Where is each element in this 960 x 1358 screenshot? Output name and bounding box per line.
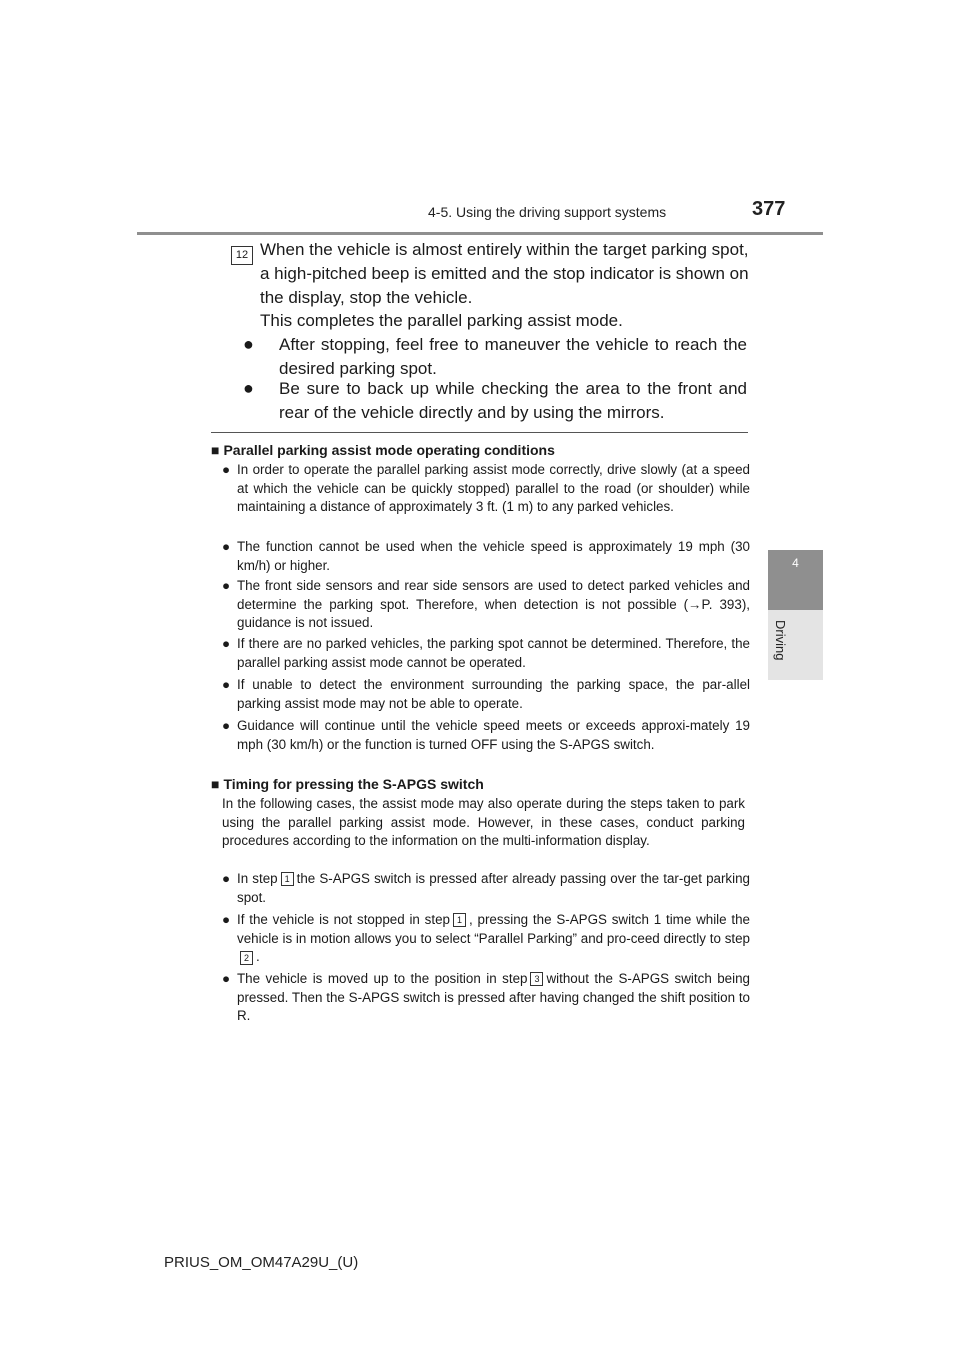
- bullet-dot-icon: ●: [222, 462, 231, 477]
- note-bullet: ● The vehicle is moved up to the position in step 3 without the S-APGS switch being pressed. Then the S-APGS switch is pressed after having changed the shift position to R.: [222, 971, 751, 1024]
- bullet-dot-icon: ●: [243, 334, 254, 354]
- bullet-dot-icon: ●: [243, 378, 254, 398]
- step-number-badge: 12: [231, 246, 253, 265]
- note-bullet: ● If unable to detect the environment surrounding the parking space, the par-allel parking assist mode may not be able to operate.: [222, 677, 750, 711]
- step-ref-badge: 3: [530, 972, 543, 986]
- bullet-dot-icon: ●: [222, 871, 231, 886]
- section-divider: [211, 432, 748, 433]
- step-text: [260, 238, 750, 333]
- header-rule: [137, 232, 823, 235]
- bullet-dot-icon: ●: [222, 539, 231, 554]
- page-footer: PRIUS_OM_OM47A29U_(U): [164, 1254, 359, 1271]
- intro-paragraph: In the following cases, the assist mode may also operate during the steps taken to park using the parallel parking assist mode. However, in these cases, conduct parking procedures according to the information on the multi-information display.: [222, 796, 745, 849]
- side-tab-number: 4: [792, 556, 799, 570]
- note-bullet: ● The front side sensors and rear side sensors are used to detect parked vehicles and determine the parking spot. Therefore, when detection is not possible (→P. 393), guidance is not issued.: [222, 578, 750, 631]
- bullet-dot-icon: ●: [222, 971, 231, 986]
- bullet-dot-icon: ●: [222, 636, 231, 651]
- bullet-dot-icon: ●: [222, 718, 231, 733]
- step-ref-badge: 1: [453, 913, 466, 927]
- step-line: This completes the parallel parking assist mode.: [260, 311, 623, 331]
- step-line: a high-pitched beep is emitted and the stop indicator is shown on: [260, 263, 749, 283]
- section-heading: ■ Parallel parking assist mode operating conditions: [211, 442, 555, 458]
- side-tab-label-wrap: [774, 620, 790, 674]
- step-line: When the vehicle is almost entirely within the target parking spot,: [260, 240, 749, 259]
- section-heading: ■ Timing for pressing the S-APGS switch: [211, 776, 484, 792]
- step-bullet: ● After stopping, feel free to maneuver the vehicle to reach the desired parking spot.: [243, 334, 747, 378]
- note-bullet: ● If the vehicle is not stopped in step 1 , pressing the S-APGS switch 1 time while the vehicle is in motion allows you to select “Parallel Parking” and pro-ceed directly to step2 .: [222, 912, 751, 965]
- bullet-dot-icon: ●: [222, 677, 231, 692]
- step-ref-badge: 1: [281, 872, 294, 886]
- bullet-dot-icon: ●: [222, 578, 231, 593]
- square-bullet-icon: ■: [211, 776, 220, 792]
- step-ref-badge: 2: [240, 951, 253, 965]
- page-number: 377: [752, 198, 786, 220]
- note-bullet: ● The function cannot be used when the vehicle speed is approximately 19 mph (30 km/h) or higher.: [222, 539, 750, 573]
- note-bullet: ● If there are no parked vehicles, the parking spot cannot be determined. Therefore, the parallel parking assist mode cannot be operated.: [222, 636, 750, 670]
- bullet-dot-icon: ●: [222, 912, 231, 927]
- section-title: 4-5. Using the driving support systems: [428, 204, 667, 220]
- step-line: the display, stop the vehicle.: [260, 287, 473, 307]
- step-bullet: ● Be sure to back up while checking the area to the front and rear of the vehicle directly and by using the mirrors.: [243, 378, 747, 422]
- note-bullet: ● In order to operate the parallel parking assist mode correctly, drive slowly (at a speed at which the vehicle can be quickly stopped) parallel to the road (or shoulder) while maintaining a distance of approximately 3 ft. (1 m) to any parked vehicles.: [222, 462, 750, 515]
- square-bullet-icon: ■: [211, 442, 220, 458]
- note-bullet: ● Guidance will continue until the vehicle speed meets or exceeds approxi-mately 19 mph (30 km/h) or the function is turned OFF using the S-APGS switch.: [222, 718, 750, 752]
- side-tab-label: Driving: [773, 620, 788, 661]
- note-bullet: ● In step 1 the S-APGS switch is pressed after already passing over the tar-get parking spot.: [222, 871, 750, 905]
